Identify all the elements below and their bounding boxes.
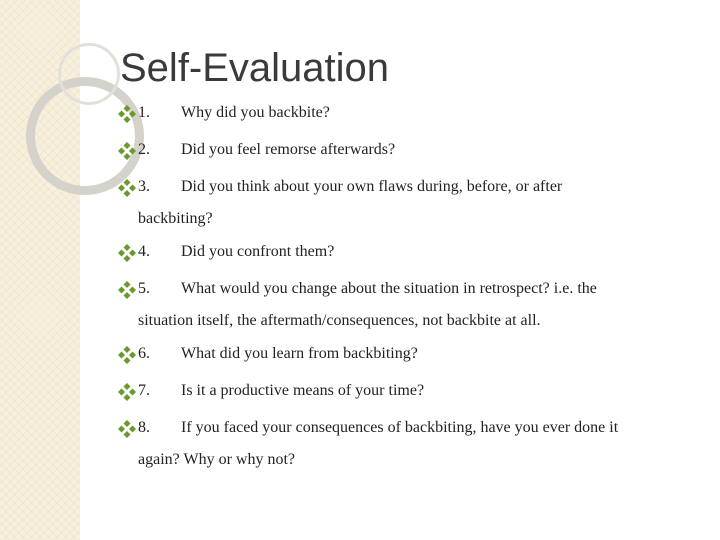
- list-item: [118, 241, 698, 263]
- item-text: If you faced your consequences of backbiting, have you ever done it: [181, 419, 619, 436]
- slide-title: Self-Evaluation: [120, 46, 390, 90]
- diamond-bullet-icon: [118, 420, 136, 438]
- diamond-bullet-icon: [118, 142, 136, 160]
- diamond-bullet-icon: [118, 383, 136, 401]
- item-text-continued: again? Why or why not?: [138, 451, 295, 468]
- diamond-bullet-icon: [118, 244, 136, 262]
- item-text: What did you learn from backbiting?: [181, 345, 418, 362]
- question-list: [118, 102, 698, 482]
- item-number: 4.: [138, 243, 150, 260]
- item-text: What would you change about the situation in retrospect? i.e. the: [181, 280, 597, 297]
- item-text: Why did you backbite?: [181, 104, 330, 121]
- item-number: 1.: [138, 104, 150, 121]
- diamond-bullet-icon: [118, 105, 136, 123]
- item-text: Did you feel remorse afterwards?: [181, 141, 396, 158]
- list-item: [118, 417, 698, 471]
- item-number: 6.: [138, 345, 150, 362]
- list-item: [118, 278, 698, 332]
- item-number: 3.: [138, 178, 150, 195]
- diamond-bullet-icon: [118, 346, 136, 364]
- list-item: [118, 102, 698, 124]
- item-text: Did you think about your own flaws during, before, or after: [181, 178, 563, 195]
- item-text: Is it a productive means of your time?: [181, 382, 425, 399]
- item-number: 8.: [138, 419, 150, 436]
- decorative-ring-small: [58, 43, 120, 105]
- list-item: [118, 380, 698, 402]
- list-item: [118, 176, 698, 230]
- item-text-continued: backbiting?: [138, 210, 213, 227]
- diamond-bullet-icon: [118, 179, 136, 197]
- item-number: 2.: [138, 141, 150, 158]
- list-item: [118, 343, 698, 365]
- diamond-bullet-icon: [118, 281, 136, 299]
- item-number: 5.: [138, 280, 150, 297]
- item-text: Did you confront them?: [181, 243, 335, 260]
- item-text-continued: situation itself, the aftermath/consequences, not backbite at all.: [138, 312, 541, 329]
- item-number: 7.: [138, 382, 150, 399]
- list-item: [118, 139, 698, 161]
